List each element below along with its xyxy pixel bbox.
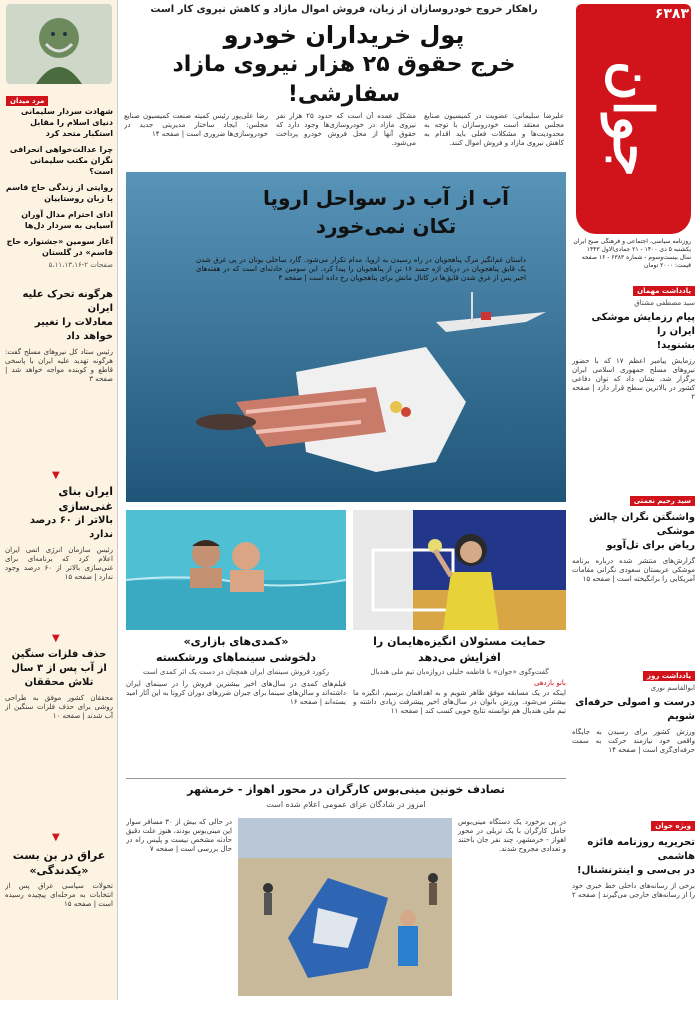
lead-story[interactable]: [124, 4, 564, 164]
right-block-4[interactable]: [572, 813, 695, 998]
section-label: [6, 88, 112, 105]
label-mard-meydan: مرد میدان: [6, 96, 48, 106]
cinema-subhead: رکورد فروش سینمای ایران همچنان در دست یک اثر کمدی است: [143, 668, 329, 676]
accident-col-2: در حالی که بیش از ۳۰ مسافر سوار این مینی‌بوس بودند، هنوز علت دقیق حادثه مشخص نیست و پلیس راه در حال بررسی است | صفحه ۷: [126, 818, 232, 853]
story1-body: رئیس ستاد کل نیروهای مسلح گفت: هرگونه تهدید علیه ایران با پاسخی قاطع و کوبنده مواجه خواهد شد | صفحه ۳: [5, 348, 113, 383]
cinema-headline-2: دلخوشی سینماهای ورشکسته: [155, 651, 317, 664]
story4-body: تحولات سیاسی عراق پس از انتخابات به مرحله‌ای پیچیده رسیده است | صفحه ۱۵: [5, 882, 113, 908]
lead-headline-2: خرج حقوق ۲۵ هزار نیروی مازاد سفارشی!: [172, 52, 516, 107]
right-block-3[interactable]: [572, 663, 695, 813]
left-story-1[interactable]: [5, 288, 113, 448]
right-body-2: گزارش‌های منتشر شده درباره برنامه موشکی عربستان سعودی نگرانی مقامات آمریکایی را برانگیخته است | صفحه ۱۵: [572, 557, 695, 583]
main-photo[interactable]: [126, 172, 566, 502]
right-block-2[interactable]: [572, 488, 695, 663]
right-title-4a: تحریریه روزنامه فائزه هاشمی: [587, 837, 695, 862]
price: قیمت: ۲۰۰۰ تومان: [644, 262, 691, 269]
masthead-logo[interactable]: [576, 4, 691, 234]
cinema-photo[interactable]: [126, 510, 346, 630]
cinema-actors-illustration: [126, 510, 346, 630]
accident-photo[interactable]: [238, 818, 452, 996]
divider-arrow: ▼: [52, 832, 60, 843]
story3-title-1: حذف فلزات سنگین: [11, 649, 107, 660]
right-title-1b: بشنوید!: [656, 340, 695, 351]
sports-headline-2: افزایش می‌دهد: [418, 651, 501, 664]
story2-body: رئیس سازمان انرژی اتمی ایران اعلام کرد که برنامه‌ای برای غنی‌سازی بالاتر از ۶۰ درصد وجود ندارد | صفحه ۱۵: [5, 546, 113, 581]
divider-arrow: ▼: [52, 470, 60, 481]
cinema-story[interactable]: [126, 634, 346, 774]
photo-headline-block: [246, 184, 526, 240]
left-list: [5, 106, 113, 269]
accident-header[interactable]: [126, 782, 566, 809]
left-story-4[interactable]: [5, 848, 113, 992]
story1-title-1: هرگونه تحرک علیه ایران: [22, 289, 113, 314]
portrait-illustration: [6, 4, 112, 84]
masthead-info: [573, 238, 691, 270]
list-item[interactable]: شهادت سردار سلیمانی دنیای اسلام را مقابل استکبار متحد کرد: [20, 107, 113, 138]
issue-number: ۶۳۸۳: [654, 6, 689, 22]
masthead: [570, 0, 695, 270]
right-title-1a: پیام رزمایش موشکی ایران را: [591, 312, 695, 337]
cinema-headline-1: «کمدی‌های بازاری»: [183, 635, 289, 648]
author-1: سید مصطفی مشتاق: [634, 299, 695, 307]
lead-kicker: راهکار خروج خودروسازان از زیان، فروش اموال مازاد و کاهش نیروی کار است: [150, 4, 538, 15]
photo-headline-2: تکان نمی‌خورد: [315, 214, 457, 238]
photo-caption: داستان غم‌انگیز مرگ پناهجویان در راه رسیدن به اروپا، مدام تکرار می‌شود. گارد ساحلی یونان در پی غرق شدن یک قایق پناهجویان در دریای اژه جسد ۱۶ تن از پناهجویان را پیدا کرد. این سومین حادثه‌ای است که در هفته‌های اخیر پس از غرق شدن قایق‌ها در کانال مانش برای پناهجویان رخ داده است | صفحه ۳: [196, 256, 526, 282]
accident-subhead: امروز در شادگان عزای عمومی اعلام شده است: [266, 800, 426, 809]
left-story-3[interactable]: [5, 648, 113, 804]
story3-title-2: از آب پس از ۳ سال: [11, 663, 107, 674]
sports-byline: بانو بازدهی: [534, 679, 566, 687]
left-column: [0, 0, 118, 1000]
right-title-3: درست و اصولی حرفه‌ای شویم: [575, 697, 695, 722]
info-line-3: سال بیست‌وسوم - شماره ۶۳۸۳ - ۱۶ صفحه: [581, 254, 691, 261]
lead-headline-1: پول خریداران خودرو: [223, 21, 465, 49]
cinema-body: فیلم‌های کمدی در سال‌های اخیر بیشترین فروش را در سینمای ایران داشته‌اند و سالن‌های سینما برای جبران ضررهای دوران کرونا به این آثار امید بسته‌اند | صفحه ۱۶: [126, 680, 346, 706]
story4-title-1: عراق در بن بست: [12, 849, 106, 862]
list-item[interactable]: روایتی از زندگی حاج قاسم با زبان روستاییان: [5, 183, 113, 203]
left-story-2[interactable]: [5, 484, 113, 646]
story3-body: محققان کشور موفق به طراحی روشی برای حذف فلزات سنگین از آب شدند | صفحه ۱۰: [5, 694, 113, 720]
lead-col-3: رضا علی‌پور رئیس کمیته صنعت کمیسیون صنایع مجلس: ایجاد ساختار مدیریتی جدید در خودروسازی‌ها ضروری است | صفحه ۱۴: [124, 112, 268, 138]
tag-day-note: یادداشت روز: [643, 671, 695, 681]
accident-col-1: در پی برخورد یک دستگاه مینی‌بوس حامل کارگران با یک تریلی در محور اهواز - خرمشهر، چند نفر جان باختند و تعدادی مجروح شدند.: [458, 818, 566, 853]
tag-javan-special: ویژه جوان: [651, 821, 695, 831]
story4-title-2: «یکدندگی»: [29, 864, 89, 877]
story1-title-2: معادلات را تغییر خواهد داد: [34, 317, 113, 342]
sports-story[interactable]: [353, 634, 566, 774]
crashed-minibus-illustration: [238, 818, 452, 996]
logo-text: جوان: [601, 61, 666, 177]
sports-body: اینکه در یک مسابقه موفق ظاهر شویم و به اهدافمان برسیم، انگیزه ما بیشتر می‌شود. ورزش بانوان در سال‌های اخیر پیشرفت زیادی داشته و تیم ملی هندبال هم توانسته نتایج خوبی کسب کند | صفحه ۱۱: [353, 689, 566, 715]
right-body-3: ورزش کشور برای رسیدن به جایگاه واقعی خود نیازمند حرکت به سمت حرفه‌ای‌گری است | صفحه ۱۴: [572, 728, 695, 754]
handball-goalkeeper-illustration: [353, 510, 566, 630]
portrait-box: [6, 4, 112, 84]
lead-col-2: مشکل عمده آن است که حدود ۲۵ هزار نفر نیروی مازاد در خودروسازی‌ها وجود دارد که حقوق آنها از محل فروش خودرو پرداخت می‌شود.: [276, 112, 416, 147]
sports-photo[interactable]: [353, 510, 566, 630]
right-body-4: برخی از رسانه‌های داخلی خط خبری خود را از رسانه‌های خارجی می‌گیرند | صفحه ۲: [572, 882, 695, 899]
right-column: [572, 278, 695, 1000]
right-title-2b: ریاض برای تل‌آویو: [606, 540, 695, 551]
accident-headline: تصادف خونین مینی‌بوس کارگران در محور اهواز - خرمشهر: [187, 783, 505, 796]
tag-author-2: سید رحیم نعمتی: [630, 496, 695, 506]
tag-guest-note: یادداشت مهمان: [633, 286, 695, 296]
info-line-2: یکشنبه ۵ دی ۱۴۰۰ - ۲۱ جمادی‌الاول ۱۴۴۳: [586, 246, 691, 253]
list-item[interactable]: ادای احترام مدال آوران آسیایی به سردار دل‌ها: [21, 210, 113, 230]
story3-title-3: تلاش محققان: [24, 677, 94, 688]
list-item[interactable]: چرا عدالت‌خواهی انحرافی نگران مکتب سلیمانی است؟: [9, 145, 113, 176]
right-title-2a: واشنگتن نگران چالش موشکی: [588, 512, 695, 537]
photo-headline-1: آب از آب در سواحل اروپا: [262, 186, 509, 210]
right-block-1[interactable]: [572, 278, 695, 488]
divider-arrow: ▼: [52, 633, 60, 644]
right-body-1: رزمایش پیامبر اعظم ۱۷ که با حضور نیروهای مسلح جمهوری اسلامی ایران برگزار شد، نشان داد که توان دفاعی کشور در بالاترین سطح قرار دارد | صفحه ۲: [572, 357, 695, 401]
accident-rule: [126, 778, 566, 779]
pages-ref: صفحات ۲-۵،۱۱،۱۳،۱۶: [48, 261, 113, 269]
list-item[interactable]: آغاز سومین «جشنواره حاج قاسم» در گلستان: [6, 237, 113, 257]
sports-subhead: گفت‌وگوی «جوان» با فاطمه خلیلی دروازه‌بان تیم ملی هندبال: [370, 668, 549, 676]
story2-title-2: بالاتر از ۶۰ درصد ندارد: [29, 515, 113, 540]
info-line-1: روزنامه سیاسی، اجتماعی و فرهنگی صبح ایران: [573, 238, 691, 245]
right-title-4b: در بی‌سی و اینترنشنال!: [577, 865, 695, 876]
sports-headline-1: حمایت مسئولان انگیزه‌هایمان را: [373, 635, 546, 648]
lead-col-1: علیرضا سلیمانی: عضویت در کمیسیون صنایع مجلس معتقد است خودروسازان با توجه به محدودیت‌ها و مشکلات فعلی باید اقدام به کاهش نیروی مازاد و فروش اموال کنند.: [424, 112, 564, 147]
story2-title-1: ایران بنای غنی‌سازی: [58, 485, 113, 513]
author-3: ابوالقاسم نوری: [650, 684, 695, 692]
